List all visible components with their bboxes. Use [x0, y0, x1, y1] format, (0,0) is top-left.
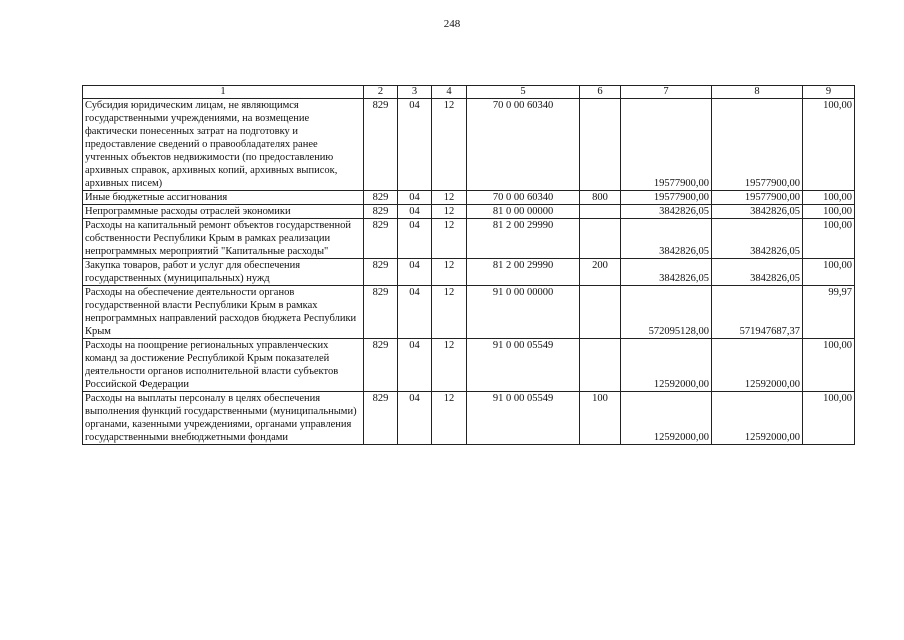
row-percent-cell: 100,00: [803, 219, 855, 259]
row-code-cell: 81 2 00 29990: [467, 259, 580, 286]
header-cell: 8: [712, 86, 803, 99]
row-code-cell: [580, 205, 621, 219]
row-amount-cell: 3842826,05: [621, 219, 712, 259]
row-name-cell: Расходы на обеспечение деятельности органов государственной власти Республики Крым в рамках непрограммных направлений расходов бюджета Республики Крым: [83, 286, 364, 339]
row-amount-cell: 19577900,00: [712, 191, 803, 205]
row-name-cell: Расходы на поощрение региональных управленческих команд за достижение Республикой Крым показателей деятельности органов исполнительной власти субъектов Российской Федерации: [83, 339, 364, 392]
row-code-cell: 04: [398, 205, 432, 219]
header-row: [83, 86, 855, 99]
row-percent-cell: 99,97: [803, 286, 855, 339]
header-cell: 5: [467, 86, 580, 99]
row-code-cell: 12: [432, 339, 467, 392]
row-percent-cell: 100,00: [803, 339, 855, 392]
row-code-cell: 829: [364, 205, 398, 219]
row-percent-cell: 100,00: [803, 191, 855, 205]
row-code-cell: 04: [398, 286, 432, 339]
row-code-cell: 829: [364, 259, 398, 286]
row-percent-cell: 100,00: [803, 392, 855, 445]
row-amount-cell: 3842826,05: [712, 259, 803, 286]
row-code-cell: 829: [364, 99, 398, 191]
header-cell: 3: [398, 86, 432, 99]
row-amount-cell: 12592000,00: [712, 339, 803, 392]
row-code-cell: 81 2 00 29990: [467, 219, 580, 259]
table-row: [83, 286, 855, 339]
row-amount-cell: 12592000,00: [712, 392, 803, 445]
row-code-cell: 04: [398, 259, 432, 286]
row-code-cell: 800: [580, 191, 621, 205]
row-code-cell: 04: [398, 99, 432, 191]
row-amount-cell: 3842826,05: [712, 219, 803, 259]
page-number: 248: [443, 18, 461, 30]
row-amount-cell: 571947687,37: [712, 286, 803, 339]
row-name-cell: Иные бюджетные ассигнования: [83, 191, 364, 205]
table-row: [83, 259, 855, 286]
row-code-cell: 12: [432, 191, 467, 205]
row-code-cell: [580, 286, 621, 339]
header-cell: 7: [621, 86, 712, 99]
row-amount-cell: 12592000,00: [621, 392, 712, 445]
table-body: [83, 99, 855, 445]
header-cell: 6: [580, 86, 621, 99]
row-code-cell: 12: [432, 219, 467, 259]
row-code-cell: 91 0 00 05549: [467, 392, 580, 445]
row-code-cell: 100: [580, 392, 621, 445]
row-code-cell: 829: [364, 392, 398, 445]
row-code-cell: 829: [364, 219, 398, 259]
row-name-cell: Непрограммные расходы отраслей экономики: [83, 205, 364, 219]
row-amount-cell: 19577900,00: [712, 99, 803, 191]
row-code-cell: 04: [398, 392, 432, 445]
row-amount-cell: 572095128,00: [621, 286, 712, 339]
row-code-cell: 12: [432, 286, 467, 339]
row-percent-cell: 100,00: [803, 99, 855, 191]
row-code-cell: 70 0 00 60340: [467, 191, 580, 205]
table-row: [83, 392, 855, 445]
row-code-cell: [580, 339, 621, 392]
row-percent-cell: 100,00: [803, 205, 855, 219]
row-code-cell: 70 0 00 60340: [467, 99, 580, 191]
row-code-cell: 12: [432, 392, 467, 445]
row-code-cell: 12: [432, 99, 467, 191]
row-code-cell: 829: [364, 286, 398, 339]
row-percent-cell: 100,00: [803, 259, 855, 286]
row-code-cell: 829: [364, 339, 398, 392]
row-amount-cell: 19577900,00: [621, 99, 712, 191]
header-cell: 1: [83, 86, 364, 99]
row-code-cell: [580, 219, 621, 259]
row-code-cell: 12: [432, 259, 467, 286]
row-code-cell: 91 0 00 00000: [467, 286, 580, 339]
row-code-cell: 12: [432, 205, 467, 219]
row-code-cell: 04: [398, 219, 432, 259]
row-amount-cell: 12592000,00: [621, 339, 712, 392]
row-name-cell: Расходы на выплаты персоналу в целях обеспечения выполнения функций государственными (муниципальными) органами, казенными учреждениями, органами управления государственными внебюджетными фондами: [83, 392, 364, 445]
row-name-cell: Закупка товаров, работ и услуг для обеспечения государственных (муниципальных) нужд: [83, 259, 364, 286]
row-code-cell: 829: [364, 191, 398, 205]
row-code-cell: 200: [580, 259, 621, 286]
table-row: [83, 339, 855, 392]
row-code-cell: [580, 99, 621, 191]
table-row: [83, 99, 855, 191]
row-code-cell: 04: [398, 339, 432, 392]
row-code-cell: 91 0 00 05549: [467, 339, 580, 392]
row-amount-cell: 19577900,00: [621, 191, 712, 205]
row-amount-cell: 3842826,05: [712, 205, 803, 219]
table-row: [83, 191, 855, 205]
row-code-cell: 81 0 00 00000: [467, 205, 580, 219]
header-cell: 4: [432, 86, 467, 99]
header-cell: 2: [364, 86, 398, 99]
table-row: [83, 219, 855, 259]
row-amount-cell: 3842826,05: [621, 205, 712, 219]
row-amount-cell: 3842826,05: [621, 259, 712, 286]
row-code-cell: 04: [398, 191, 432, 205]
table-row: [83, 205, 855, 219]
budget-table: [82, 85, 855, 445]
row-name-cell: Расходы на капитальный ремонт объектов государственной собственности Республики Крым в рамках реализации непрограммных мероприятий "Капитальные расходы": [83, 219, 364, 259]
row-name-cell: Субсидия юридическим лицам, не являющимся государственными учреждениями, на возмещение фактически понесенных затрат на подготовку и предоставление сведений о правообладателях ранее учтенных объектов недвижимости (по предоставлению архивных справок, архивных копий, архивных выписок, архивных писем): [83, 99, 364, 191]
header-cell: 9: [803, 86, 855, 99]
